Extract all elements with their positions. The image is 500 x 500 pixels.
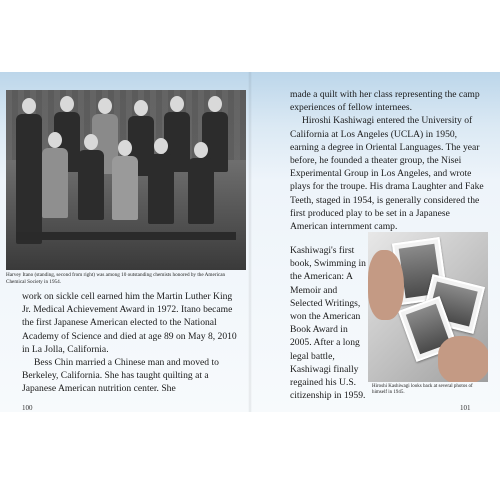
group-photo-chemists	[6, 90, 246, 270]
page-number-left: 100	[22, 404, 33, 412]
hand	[438, 336, 488, 382]
right-photo-caption	[372, 384, 488, 397]
caption-text: Harvey Itano (standing, second from right) was among 10 outstanding chemists honored by the American Chemical Society in 1954.	[6, 272, 226, 285]
book-gutter	[248, 72, 252, 412]
photo-hands-holding-photos	[368, 232, 488, 382]
hand	[368, 250, 404, 320]
page-number-right: 101	[460, 404, 471, 412]
right-page-body	[290, 88, 486, 233]
caption-text: Hiroshi Kashiwagi looks back at several photos of himself in 1945.	[372, 384, 473, 396]
body-paragraph: Hiroshi Kashiwagi entered the University of California at Los Angeles (UCLA) in 1950, earning a degree in Oriental Languages. The year before, he founded a theater group, the Nisei Experimental Group in Los Angeles, and wrote plays for the troupe. His drama Laughter and Fake Teeth, staged in 1954, is generally considered the first produced play to be set in a Japanese American internment camp.	[290, 115, 484, 233]
body-paragraph: made a quilt with her class representing the camp experiences of fellow internees.	[290, 89, 480, 114]
left-photo-caption	[6, 272, 246, 285]
photo-bench	[16, 232, 236, 240]
body-paragraph: work on sickle cell earned him the Martin Luther King Jr. Medical Achievement Award in 1972. Itano became the first Japanese American elected to the National Academy of Science and died at age 89 on May 8, 2010 in La Jolla, California.	[22, 291, 237, 355]
body-paragraph: Bess Chin married a Chinese man and moved to Berkeley, California. She has taught quilting at a Japanese American nutrition center. She	[22, 357, 219, 395]
body-paragraph: Kashiwagi's first book, Swimming in the American: A Memoir and Selected Writings, won the American Book Award in 2005. After a long legal battle, Kashiwagi finally regained his U.S. citizenship in 1959.	[290, 245, 366, 402]
right-page-narrow-column	[290, 244, 370, 402]
left-page-body	[22, 290, 242, 396]
